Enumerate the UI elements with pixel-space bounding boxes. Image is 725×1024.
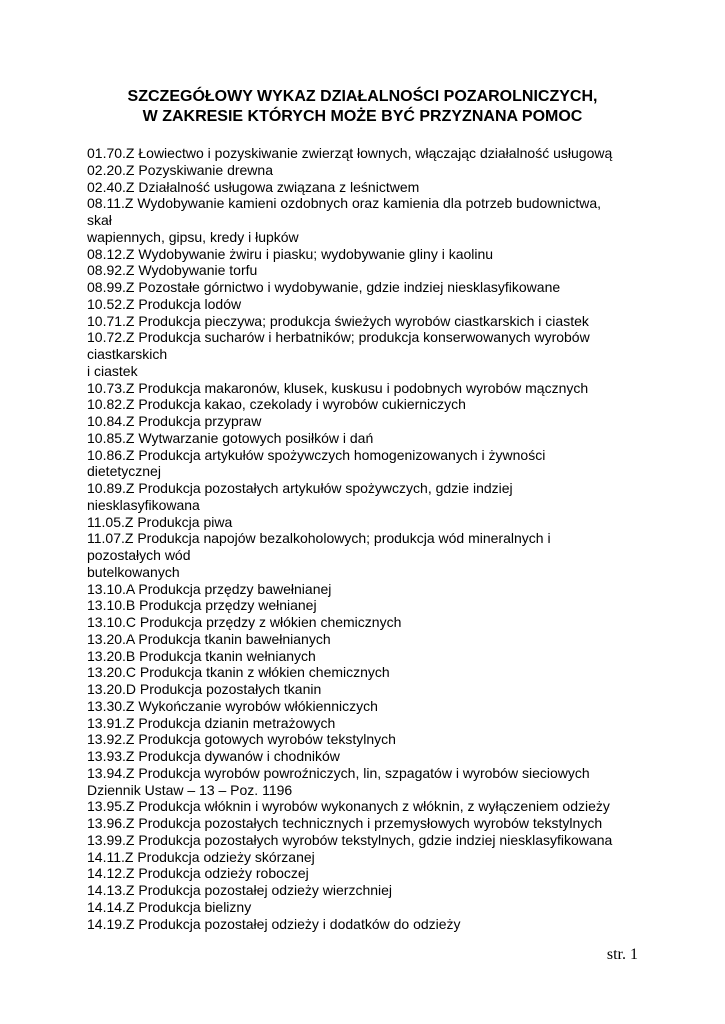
journal-reference: Dziennik Ustaw – 13 – Poz. 1196: [87, 781, 293, 798]
list-line: 13.20.B Produkcja tkanin wełnianych: [87, 647, 316, 664]
list-line: 13.96.Z Produkcja pozostałych technicznych i przemysłowych wyrobów tekstylnych: [87, 815, 603, 831]
list-line: 14.13.Z Produkcja pozostałej odzieży wierzchniej: [87, 882, 393, 898]
list-line: 13.10.A Produkcja przędzy bawełnianej: [87, 580, 332, 597]
list-line: 10.89.Z Produkcja pozostałych artykułów spożywczych, gdzie indziej: [87, 480, 513, 496]
list-line: 02.20.Z Pozyskiwanie drewna: [87, 161, 273, 178]
list-line: wapiennych, gipsu, kredy i łupków: [87, 228, 299, 245]
list-line: 10.72.Z Produkcja sucharów i herbatników; produkcja konserwowanych wyrobów: [87, 329, 590, 346]
list-line: 08.11.Z Wydobywanie kamieni ozdobnych oraz kamienia dla potrzeb budownictwa,: [87, 195, 602, 212]
list-line: 10.52.Z Produkcja lodów: [87, 295, 242, 312]
list-line: 13.94.Z Produkcja wyrobów powroźniczych, lin, szpagatów i wyrobów sieciowych: [87, 764, 590, 781]
list-line: 13.30.Z Wykończanie wyrobów włókienniczych: [87, 697, 378, 714]
list-line: 01.70.Z Łowiectwo i pozyskiwanie zwierząt łownych, włączając działalność usługową: [87, 145, 613, 161]
list-line: 13.91.Z Produkcja dzianin metrażowych: [87, 714, 336, 731]
list-line: pozostałych wód: [87, 547, 191, 563]
list-line: 14.12.Z Produkcja odzieży roboczej: [87, 865, 309, 882]
list-line: 10.85.Z Wytwarzanie gotowych posiłków i dań: [87, 429, 374, 446]
list-line: 08.12.Z Wydobywanie żwiru i piasku; wydobywanie gliny i kaolinu: [87, 245, 494, 262]
list-line: 13.10.B Produkcja przędzy wełnianej: [87, 597, 317, 614]
list-line: skał: [87, 212, 112, 228]
list-line: 10.71.Z Produkcja pieczywa; produkcja świeżych wyrobów ciastkarskich i ciastek: [87, 312, 589, 329]
list-line: 10.82.Z Produkcja kakao, czekolady i wyrobów cukierniczych: [87, 396, 466, 413]
list-line: 08.92.Z Wydobywanie torfu: [87, 262, 258, 279]
list-line: 08.99.Z Pozostałe górnictwo i wydobywanie, gdzie indziej niesklasyfikowane: [87, 279, 561, 295]
list-line: i ciastek: [87, 362, 138, 379]
list-line: 14.19.Z Produkcja pozostałej odzieży i dodatków do odzieży: [87, 915, 461, 932]
list-line: 11.05.Z Produkcja piwa: [87, 513, 233, 530]
list-line: 13.20.C Produkcja tkanin z włókien chemicznych: [87, 664, 390, 681]
list-line: dietetycznej: [87, 463, 161, 480]
activity-list: [87, 145, 647, 932]
list-line: 10.86.Z Produkcja artykułów spożywczych homogenizowanych i żywności: [87, 446, 546, 463]
list-line: niesklasyfikowana: [87, 496, 200, 513]
title-line-1: SZCZEGÓŁOWY WYKAZ DZIAŁALNOŚCI POZAROLNICZYCH,: [127, 88, 598, 105]
page-number: str. 1: [606, 946, 638, 963]
list-line: 13.20.D Produkcja pozostałych tkanin: [87, 681, 322, 697]
list-line: 13.20.A Produkcja tkanin bawełnianych: [87, 630, 331, 647]
list-line: 14.11.Z Produkcja odzieży skórzanej: [87, 848, 315, 865]
list-line: 13.99.Z Produkcja pozostałych wyrobów tekstylnych, gdzie indziej niesklasyfikowana: [87, 831, 613, 848]
list-line: butelkowanych: [87, 563, 180, 580]
title-line-2: W ZAKRESIE KTÓRYCH MOŻE BYĆ PRZYZNANA POMOC: [142, 108, 583, 125]
list-line: 02.40.Z Działalność usługowa związana z leśnictwem: [87, 178, 420, 195]
list-line: ciastkarskich: [87, 346, 168, 362]
list-line: 13.95.Z Produkcja włóknin i wyrobów wykonanych z włóknin, z wyłączeniem odzieży: [87, 798, 610, 815]
list-line: 11.07.Z Produkcja napojów bezalkoholowych; produkcja wód mineralnych i: [87, 530, 551, 547]
list-line: 13.93.Z Produkcja dywanów i chodników: [87, 748, 340, 764]
list-line: 13.92.Z Produkcja gotowych wyrobów tekstylnych: [87, 731, 396, 748]
list-line: 13.10.C Produkcja przędzy z włókien chemicznych: [87, 614, 402, 630]
list-line: 10.73.Z Produkcja makaronów, klusek, kuskusu i podobnych wyrobów mącznych: [87, 379, 589, 396]
list-line: 14.14.Z Produkcja bielizny: [87, 898, 252, 915]
document-title: [0, 87, 725, 127]
list-line: 10.84.Z Produkcja przypraw: [87, 413, 262, 429]
